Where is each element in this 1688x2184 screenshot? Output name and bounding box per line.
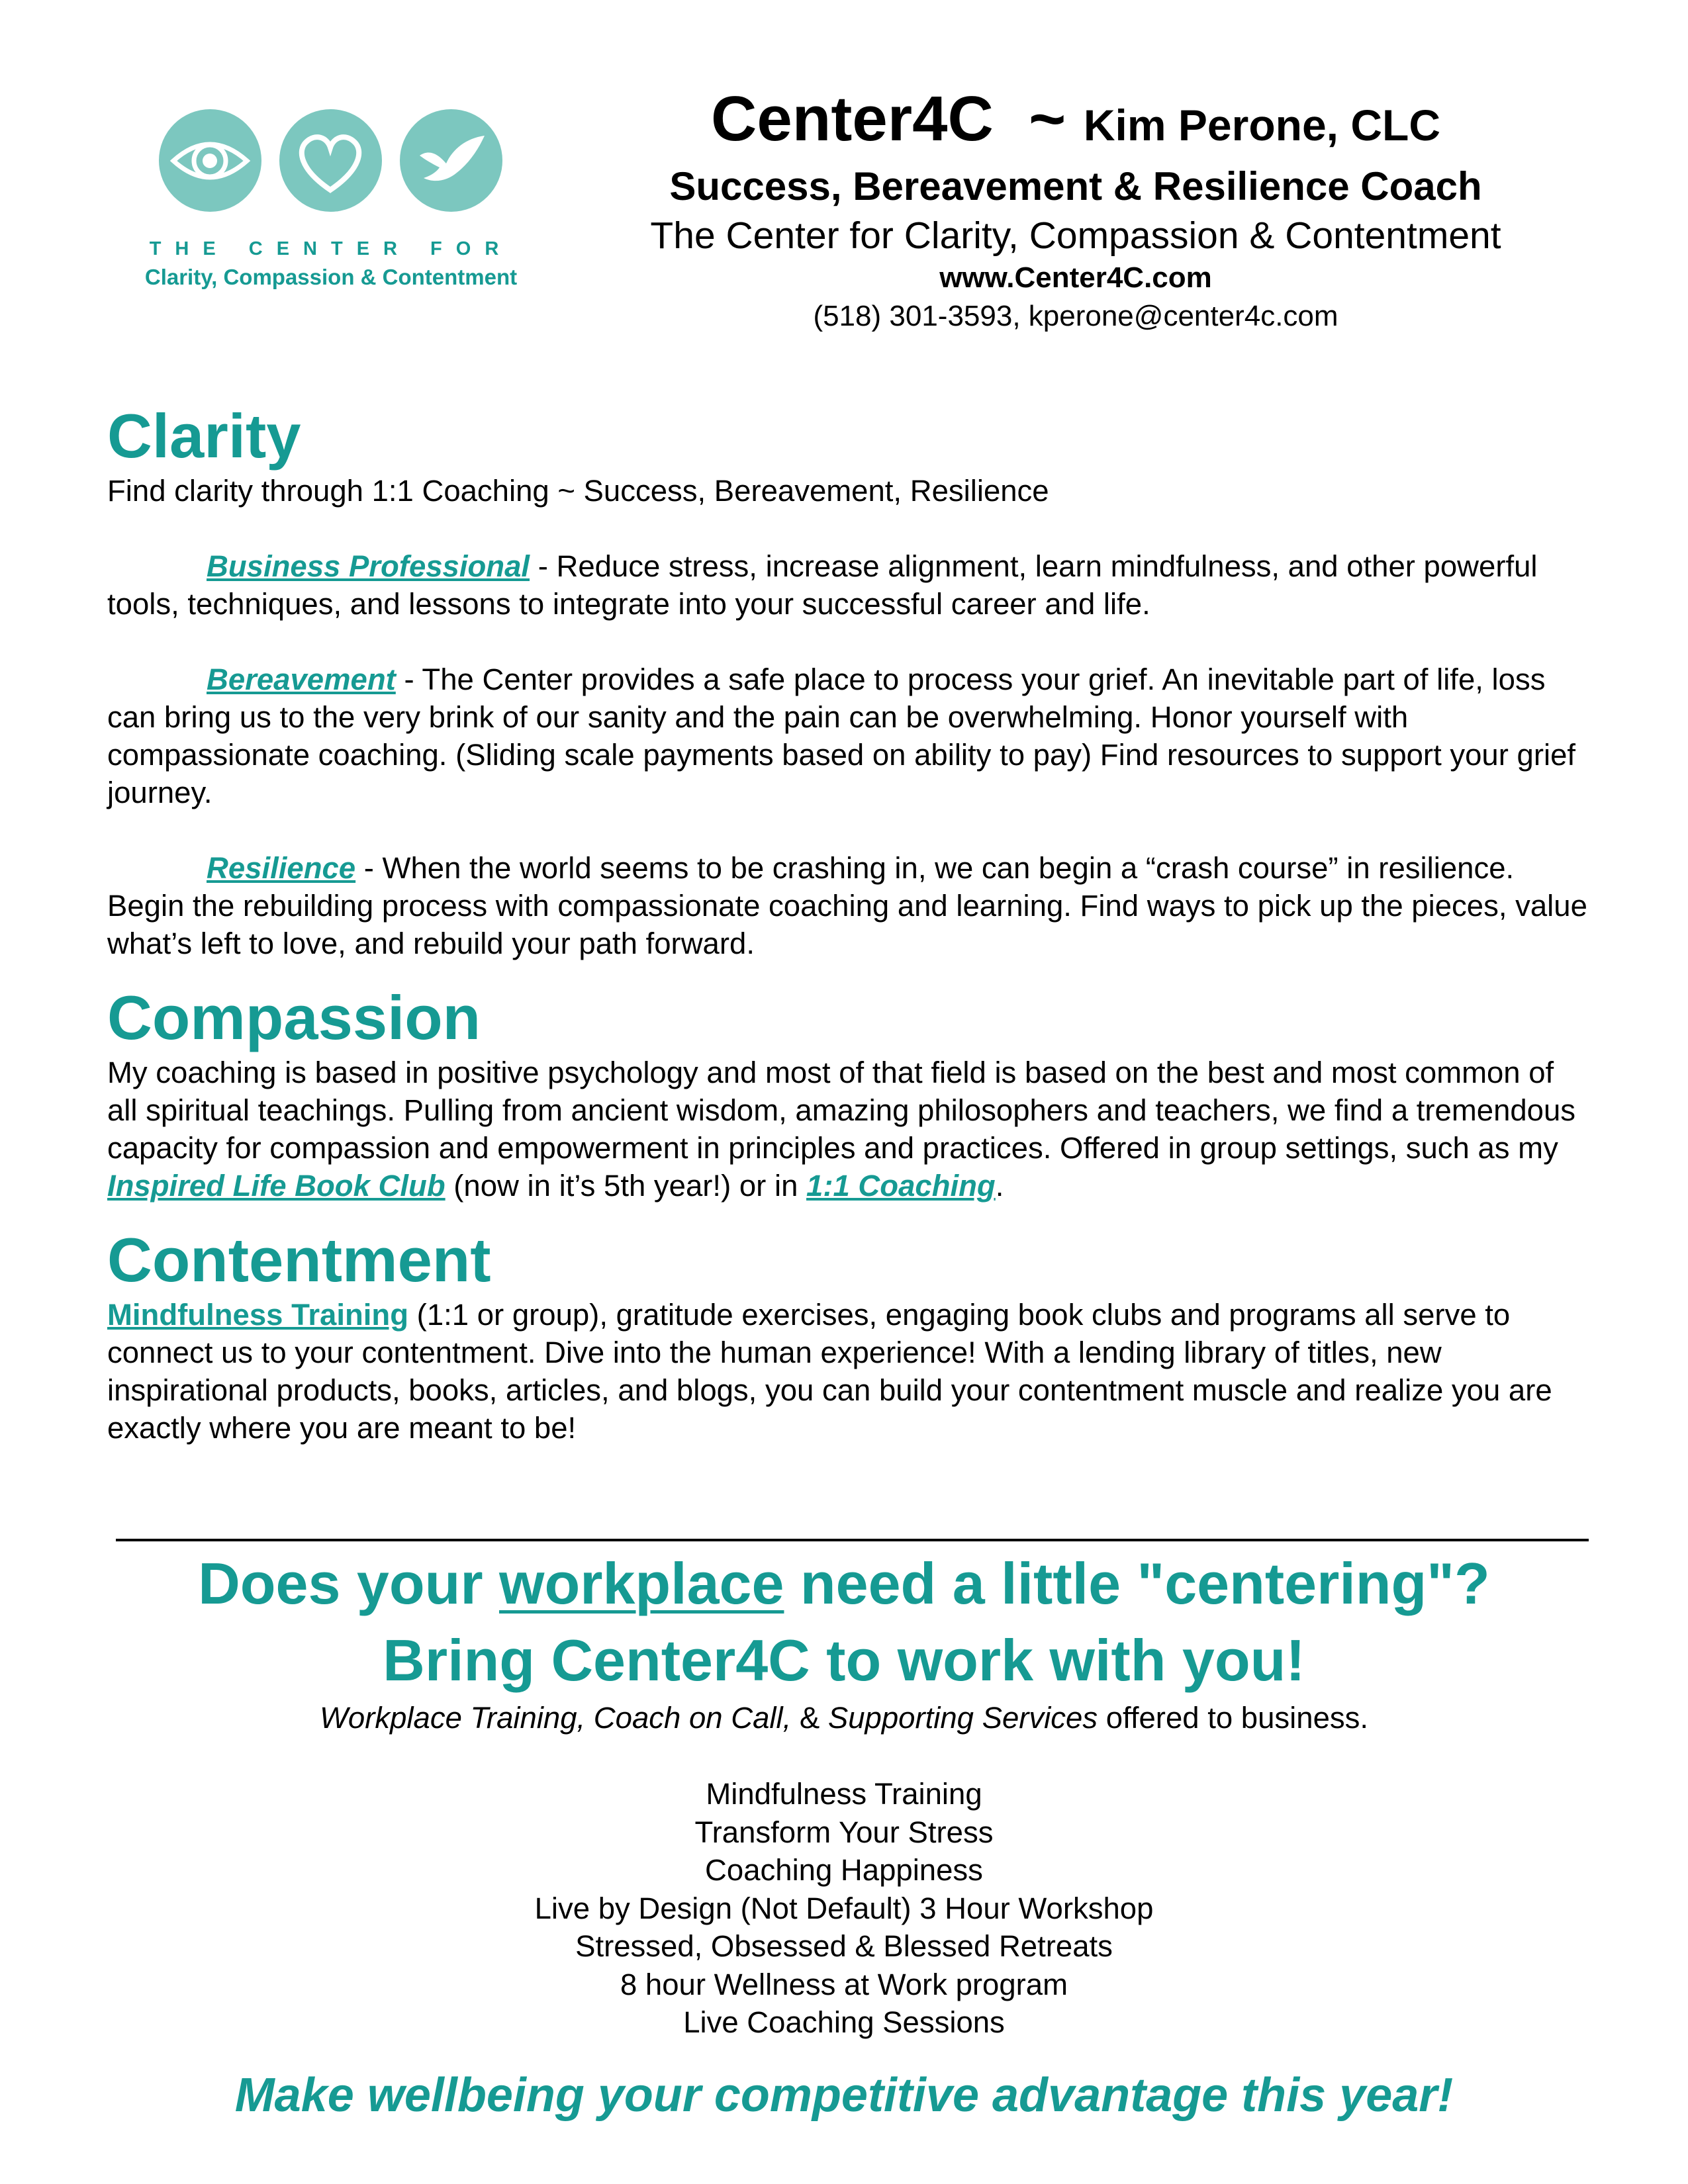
service-item: Live Coaching Sessions [683, 2005, 1005, 2039]
eye-icon [159, 109, 261, 212]
logo-tagline-bottom: Clarity, Compassion & Contentment [144, 265, 518, 289]
clarity-item-business [107, 547, 1590, 623]
cta-offer-services: Workplace Training, Coach on Call, [319, 1701, 792, 1735]
clarity-item-resilience [107, 849, 1590, 962]
resilience-text: - When the world seems to be crashing in, we can begin a “crash course” in resilience. Begin the rebuilding process with compassionate coaching and learning. Find ways to pick up the pieces, value what’s left to love, and rebuild your path forward. [107, 851, 1587, 960]
cta-headline [66, 1545, 1622, 1622]
clarity-intro: Find clarity through 1:1 Coaching ~ Success, Bereavement, Resilience [107, 474, 1049, 508]
cta-offer-amp: & [791, 1701, 828, 1735]
coach-name: Kim Perone, CLC [1083, 101, 1440, 150]
business-professional-text: - Reduce stress, increase alignment, learn mindfulness, and other powerful tools, techniques, and lessons to integrate into your successful career and life. [107, 549, 1538, 621]
clarity-item-bereavement [107, 660, 1590, 811]
mindfulness-training-link[interactable]: Mindfulness Training [107, 1298, 409, 1332]
logo-tagline-top: THE CENTER FOR [149, 238, 513, 259]
contentment-text: (1:1 or group), gratitude exercises, engaging book clubs and programs all serve to connect us to your contentment. Dive into the human experience! With a lending library of titles, new inspirational products, books, articles, and blogs, you can build your contentment muscle and realize you are exactly where you are meant to be! [107, 1298, 1552, 1445]
cta-headline-b: need a little "centering"? [784, 1551, 1490, 1616]
center-tagline: The Center for Clarity, Compassion & Contentment [650, 214, 1501, 257]
closing-tagline: Make wellbeing your competitive advantage this year! [234, 2069, 1454, 2122]
section-title-compassion: Compassion [107, 983, 481, 1052]
compassion-paragraph [107, 1054, 1590, 1205]
bereavement-text: - The Center provides a safe place to process your grief. An inevitable part of life, loss can bring us to the very brink of our sanity and the pain can be overwhelming. Honor yourself with compassionate coaching. (Sliding scale payments based on ability to pay) Find resources to support your grief journey. [107, 662, 1576, 809]
title-separator: ~ [1029, 83, 1066, 154]
cta-headline-a: Does your [198, 1551, 500, 1616]
workplace-cta [66, 1545, 1622, 2042]
bereavement-link[interactable]: Bereavement [207, 662, 396, 696]
compassion-text-3: . [995, 1169, 1004, 1203]
section-title-clarity: Clarity [107, 401, 301, 471]
cta-offer [66, 1699, 1622, 1737]
header-title-line [596, 83, 1556, 161]
business-professional-link[interactable]: Business Professional [207, 549, 530, 583]
contact-info: (518) 301-3593, kperone@center4c.com [813, 300, 1338, 332]
service-item: Mindfulness Training [706, 1777, 982, 1811]
dove-icon [400, 109, 502, 212]
resilience-link[interactable]: Resilience [207, 851, 356, 885]
center4c-logo [132, 109, 530, 301]
service-item: 8 hour Wellness at Work program [620, 1967, 1068, 2001]
service-item: Stressed, Obsessed & Blessed Retreats [575, 1929, 1113, 1963]
coach-subtitle: Success, Bereavement & Resilience Coach [669, 164, 1482, 208]
cta-headline-underlined: workplace [499, 1551, 784, 1616]
book-club-link[interactable]: Inspired Life Book Club [107, 1169, 445, 1203]
coaching-link[interactable]: 1:1 Coaching [806, 1169, 996, 1203]
contentment-paragraph [107, 1296, 1590, 1447]
divider [116, 1539, 1589, 1541]
cta-offer-supporting: Supporting Services [827, 1701, 1098, 1735]
service-item: Coaching Happiness [705, 1853, 983, 1887]
compassion-text-1: My coaching is based in positive psychology and most of that field is based on the best and most common of all spiritual teachings. Pulling from ancient wisdom, amazing philosophers and teachers, we find a tremendous capacity for compassion and empowerment in principles and practices. Offered in group settings, such as my [107, 1056, 1576, 1165]
cta-subheadline: Bring Center4C to work with you! [383, 1627, 1305, 1693]
service-item: Transform Your Stress [694, 1815, 994, 1849]
service-item: Live by Design (Not Default) 3 Hour Workshop [534, 1891, 1154, 1925]
cta-offer-end: offered to business. [1098, 1701, 1369, 1735]
services-list [66, 1775, 1622, 2042]
header [596, 83, 1556, 336]
brand-title: Center4C [711, 83, 994, 154]
main-content [107, 400, 1590, 1447]
website-link[interactable]: www.Center4C.com [939, 261, 1212, 294]
section-title-contentment: Contentment [107, 1225, 491, 1295]
compassion-text-2: (now in it’s 5th year!) or in [445, 1169, 807, 1203]
heart-icon [279, 109, 382, 212]
